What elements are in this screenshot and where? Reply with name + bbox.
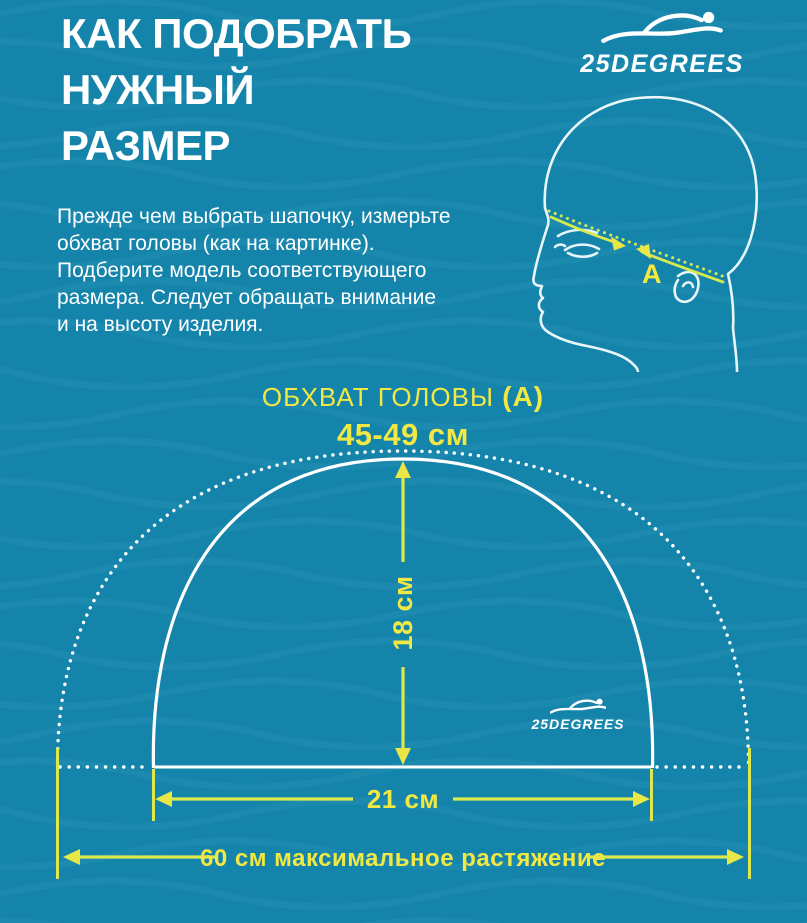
width-label: 21 см	[366, 784, 440, 814]
page-title	[61, 6, 411, 174]
head-outline	[545, 97, 757, 372]
page-title-line: КАК ПОДОБРАТЬ	[61, 10, 412, 57]
intro-line: и на высоту изделия.	[57, 313, 264, 336]
size-range-value: 45-49 см	[336, 417, 470, 452]
page-title-line: НУЖНЫЙ	[61, 66, 255, 113]
cap-logo-wordmark	[531, 716, 624, 732]
cap-edge-dotted-line	[549, 211, 725, 277]
head-figure	[525, 90, 795, 372]
cap-logo-word: DEGREES	[549, 716, 625, 732]
page-title-line: РАЗМЕР	[61, 122, 230, 169]
intro-line: Прежде чем выбрать шапочку, измерьте	[57, 205, 451, 228]
far-eye	[555, 245, 565, 247]
size-block	[103, 381, 703, 453]
circumference-measure-line	[551, 217, 723, 282]
intro-line: обхват головы (как на картинке).	[57, 232, 375, 255]
ear	[675, 272, 699, 302]
cap-logo	[520, 697, 636, 732]
measure-a-label: A	[642, 259, 662, 289]
brand-logo	[567, 8, 757, 79]
swimmer-icon	[600, 8, 724, 46]
cap-logo-number: 25	[531, 716, 550, 732]
intro-line: Подберите модель соответствующего	[57, 259, 427, 282]
eye	[565, 245, 599, 257]
cap-size-diagram	[57, 451, 749, 879]
size-heading-text: ОБХВАТ ГОЛОВЫ	[261, 382, 495, 412]
brand-word: DEGREES	[611, 50, 744, 78]
height-label: 18 см	[388, 575, 418, 651]
swimmer-icon	[550, 697, 606, 715]
brand-number: 25	[580, 50, 612, 78]
size-heading-mark: (А)	[502, 381, 545, 412]
intro-paragraph	[57, 203, 451, 338]
brand-wordmark	[580, 50, 744, 79]
stretch-label: 60 см максимальное растяжение	[200, 845, 606, 872]
size-heading	[103, 381, 703, 413]
intro-line: размера. Следует обращать внимание	[57, 286, 437, 309]
